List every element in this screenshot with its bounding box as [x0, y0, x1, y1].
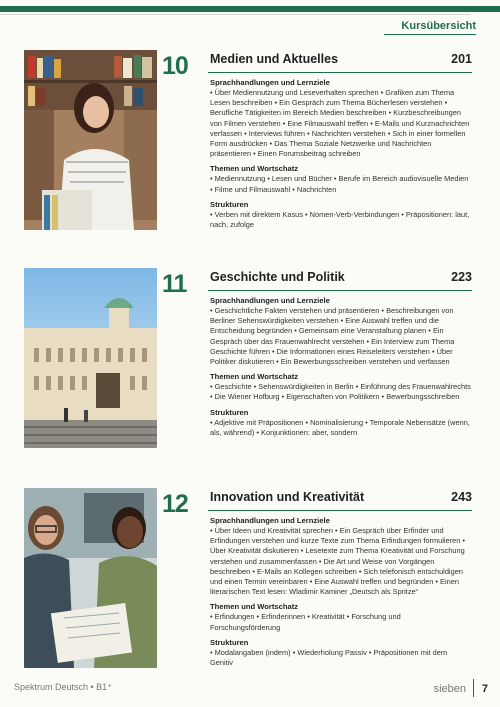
section-body: • Über Mediennutzung und Leseverhalten sprechen • Grafiken zum Thema Lesen beschreiben • Ein Gespräch zum Thema Bücherlesen verstehen • Berufliche Tätigkeiten im Bereich Medien beschreiben • Kurzbeschreibungen von Filmen verstehen • Eine Filmauswahl treffen • E-Mails und Kurznachrichten verfassen • Interviews führen • Nachrichten verstehen • Sich in einer formellen Form ausdrücken • Das Thema Soziale Netzwerke und Nachrichten präsentieren • Einen Forumsbeitrag schreiben: [210, 88, 470, 159]
section-title: Themen und Wortschatz: [210, 602, 299, 612]
chapter-page-number: 243: [451, 490, 472, 504]
section-title: Themen und Wortschatz: [210, 372, 299, 382]
chapter-title: Medien und Aktuelles: [210, 52, 339, 66]
chapter-heading: [208, 50, 472, 73]
section-title: Strukturen: [210, 407, 249, 417]
section-body: • Über Ideen und Kreativität sprechen • Ein Gespräch über Erfinder und Erfindungen verstehen und kurze Texte zum Thema Erfindungen formulieren • Über Kreativität diskutieren • Lesetexte zum Thema Kreativität und Forschung verstehen und zusammenfassen • Die Art und Weise von Vorgängen beschreiben • E-Mails an Kollegen schreiben • Sich telefonisch entschuldigen und einen Termin vereinbaren • Eine Auswahl treffen und begründen • Einen literarischen Text lesen: Wladimir Kaminer „Deutsch als Spritze“: [210, 526, 465, 597]
chapter-content: [208, 268, 472, 438]
section-header: Kursübersicht: [401, 20, 476, 32]
page-number: 7: [481, 683, 488, 695]
section-title: Sprachhandlungen und Lernziele: [210, 78, 330, 87]
chapter-page-number: 223: [451, 270, 472, 284]
chapter-11-photo: [24, 268, 157, 448]
chapter-10: [24, 50, 480, 236]
page-word: sieben: [433, 683, 466, 695]
top-rule: [0, 14, 470, 15]
chapter-number: 10: [162, 52, 188, 80]
chapter-number: 11: [162, 270, 187, 298]
section-title: Sprachhandlungen und Lernziele: [210, 516, 330, 525]
top-accent-bar: [0, 6, 500, 12]
chapter-page-number: 201: [451, 52, 472, 66]
section-title: Themen und Wortschatz: [210, 164, 299, 174]
chapter-12-photo: [24, 488, 157, 668]
section-title: Strukturen: [210, 637, 249, 647]
footer-divider: [473, 679, 474, 697]
section-title: Strukturen: [210, 199, 249, 209]
section-body: • Adjektive mit Präpositionen • Nominalisierung • Temporale Nebensätze (wenn, als, während) • Konjunktionen: aber, sondern: [210, 417, 470, 437]
chapter-title: Geschichte und Politik: [210, 270, 345, 284]
chapter-heading: [208, 488, 472, 511]
section-body: • Geschichte • Sehenswürdigkeiten in Berlin • Einführung des Frauenwahlrechts • Die Wiener Hofburg • Eigenschaften von Politikern • Bewerbungsschreiben: [210, 382, 471, 402]
section-body: • Modalangaben (indem) • Wiederholung Passiv • Präpositionen mit dem Genitiv: [210, 647, 447, 668]
chapter-heading: [208, 268, 472, 291]
chapter-number: 12: [162, 490, 188, 518]
header-underline: [384, 34, 476, 35]
chapter-content: [208, 50, 472, 230]
chapter-content: [208, 488, 472, 668]
chapter-title: Innovation und Kreativität: [210, 490, 365, 504]
section-body: • Verben mit direktem Kasus • Nomen-Verb-Verbindungen • Präpositionen: laut, nach, zufolge: [210, 209, 470, 230]
section-body: • Geschichtliche Fakten verstehen und präsentieren • Beschreibungen von Berliner Sehenswürdigkeiten verstehen • Eine Auswahl treffen und die Entscheidung begründen • Gemeinsam eine Veranstaltung planen • Ein Gespräch über das Frauenwahlrecht verstehen • Ein Interview zum Thema Geschichte führen • Die Informationen eines Reiseleiters verstehen • Über Politiker diskutieren • Ein Bewerbungsschreiben verstehen und verfassen: [210, 306, 455, 367]
section-body: • Mediennutzung • Lesen und Bücher • Berufe im Bereich audiovisuelle Medien • Filme und Filmauswahl • Nachrichten: [210, 174, 469, 194]
section-body: • Erfindungen • Erfinderinnen • Kreativität • Forschung und Forschungsförderung: [210, 612, 401, 632]
section-title: Sprachhandlungen und Lernziele: [210, 296, 330, 305]
book-title: Spektrum Deutsch • B1⁺: [14, 682, 112, 692]
chapter-12: [24, 488, 480, 674]
chapter-11: [24, 268, 480, 454]
chapter-10-photo: [24, 50, 157, 230]
